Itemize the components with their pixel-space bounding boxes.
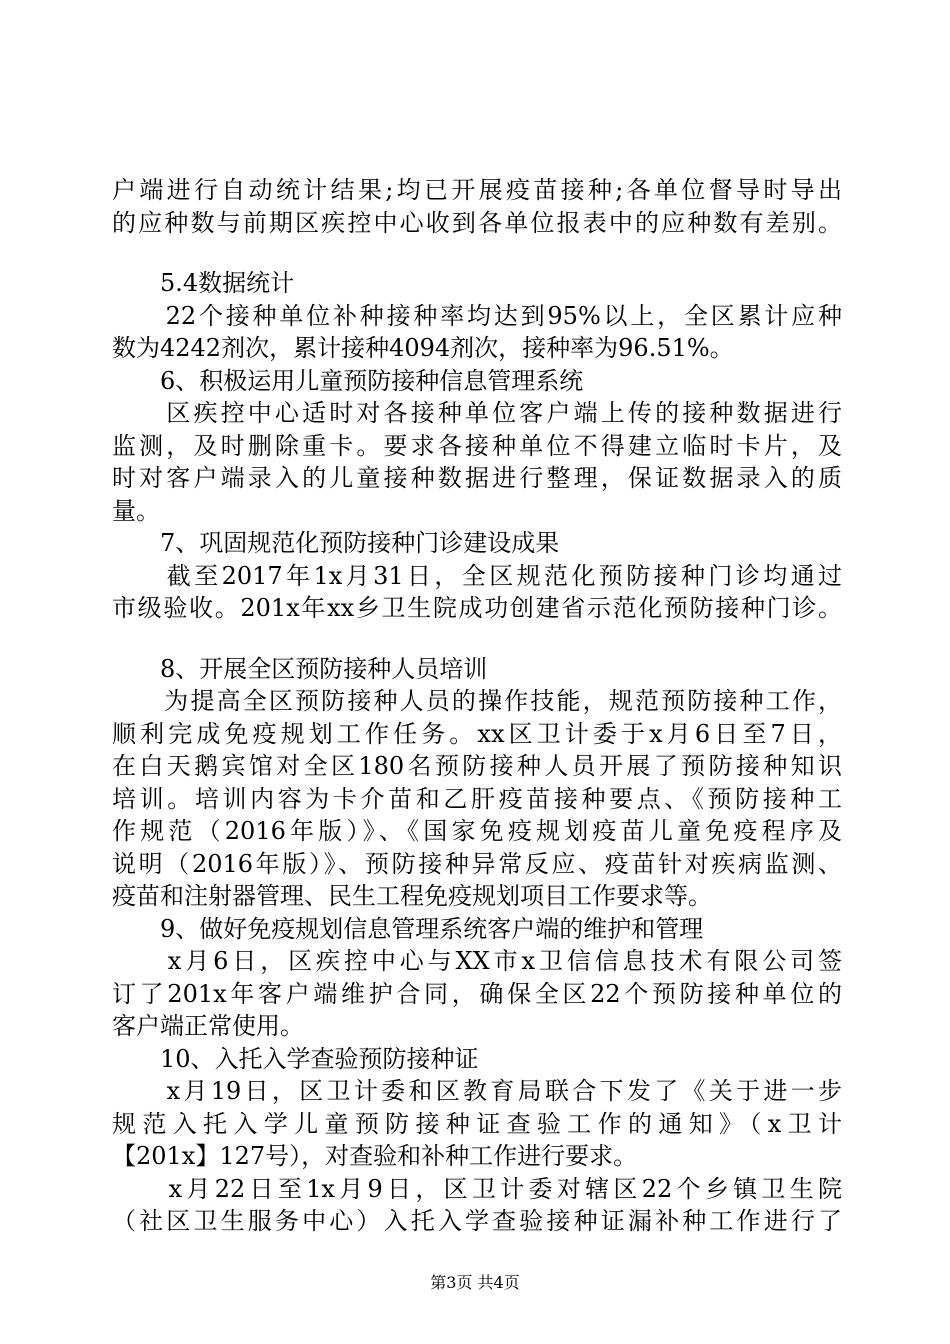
section-heading: 5.4数据统计	[112, 269, 295, 297]
page-number-label: 第3页 共4页	[430, 1273, 520, 1292]
text-line: x月19日，区卫计委和区教育局联合下发了《关于进一步	[112, 1077, 842, 1105]
text-line: 培训。培训内容为卡介苗和乙肝疫苗接种要点、《预防接种工	[112, 784, 842, 813]
section-heading: 10、入托入学查验预防接种证	[112, 1044, 479, 1073]
text-line: 说明（2016年版）》、预防接种异常反应、疫苗针对疾病监测、	[112, 849, 842, 878]
text-line: 为提高全区预防接种人员的操作技能，规范预防接种工作，	[112, 687, 842, 715]
text-line: 22个接种单位补种接种率均达到95%以上，全区累计应种	[112, 301, 842, 330]
text-line: 的应种数与前期区疾控中心收到各单位报表中的应种数有差别。	[112, 208, 842, 237]
page-footer	[0, 1273, 950, 1293]
text-line: 规范入托入学儿童预防接种证查验工作的通知》（x卫计	[112, 1109, 842, 1138]
text-line: x月22日至1x月9日，区卫计委对辖区22个乡镇卫生院	[112, 1174, 842, 1203]
text-line: 顺利完成免疫规划工作任务。xx区卫计委于x月6日至7日，	[112, 719, 842, 748]
text-line: 客户端正常使用。	[112, 1012, 304, 1040]
paragraph-gap	[112, 625, 842, 653]
section-heading: 8、开展全区预防接种人员培训	[112, 654, 488, 683]
text-line: 【201x】127号），对查验和补种工作进行要求。	[112, 1142, 638, 1170]
text-line: 作规范（2016年版）》、《国家免疫规划疫苗儿童免疫程序及	[112, 817, 842, 845]
text-line: 疫苗和注射器管理、民生工程免疫规划项目工作要求等。	[112, 882, 712, 910]
document-body	[112, 174, 842, 1238]
text-line: 订了201x年客户端维护合同，确保全区22个预防接种单位的	[112, 979, 842, 1008]
text-line: 截至2017年1x月31日，全区规范化预防接种门诊均通过	[112, 561, 842, 590]
text-line: 区疾控中心适时对各接种单位客户端上传的接种数据进行	[112, 399, 842, 427]
text-line: 量。	[112, 496, 160, 525]
text-line: 市级验收。201x年xx乡卫生院成功创建省示范化预防接种门诊。	[112, 594, 842, 622]
section-heading: 7、巩固规范化预防接种门诊建设成果	[112, 529, 560, 557]
section-heading: 9、做好免疫规划信息管理系统客户端的维护和管理	[112, 914, 704, 943]
text-line: 户端进行自动统计结果;均已开展疫苗接种;各单位督导时导出	[112, 176, 842, 204]
text-line: （社区卫生服务中心）入托入学查验接种证漏补种工作进行了	[112, 1207, 842, 1235]
section-heading: 6、积极运用儿童预防接种信息管理系统	[112, 366, 584, 395]
text-line: 时对客户端录入的儿童接种数据进行整理，保证数据录入的质	[112, 464, 842, 492]
text-line: 在白天鹅宾馆对全区180名预防接种人员开展了预防接种知识	[112, 752, 842, 780]
text-line: 数为4242剂次，累计接种4094剂次，接种率为96.51%。	[112, 334, 734, 362]
text-line: 监测，及时删除重卡。要求各接种单位不得建立临时卡片，及	[112, 431, 842, 460]
paragraph-gap	[112, 239, 842, 267]
text-line: x月6日，区疾控中心与XX市x卫信信息技术有限公司签	[112, 947, 842, 975]
